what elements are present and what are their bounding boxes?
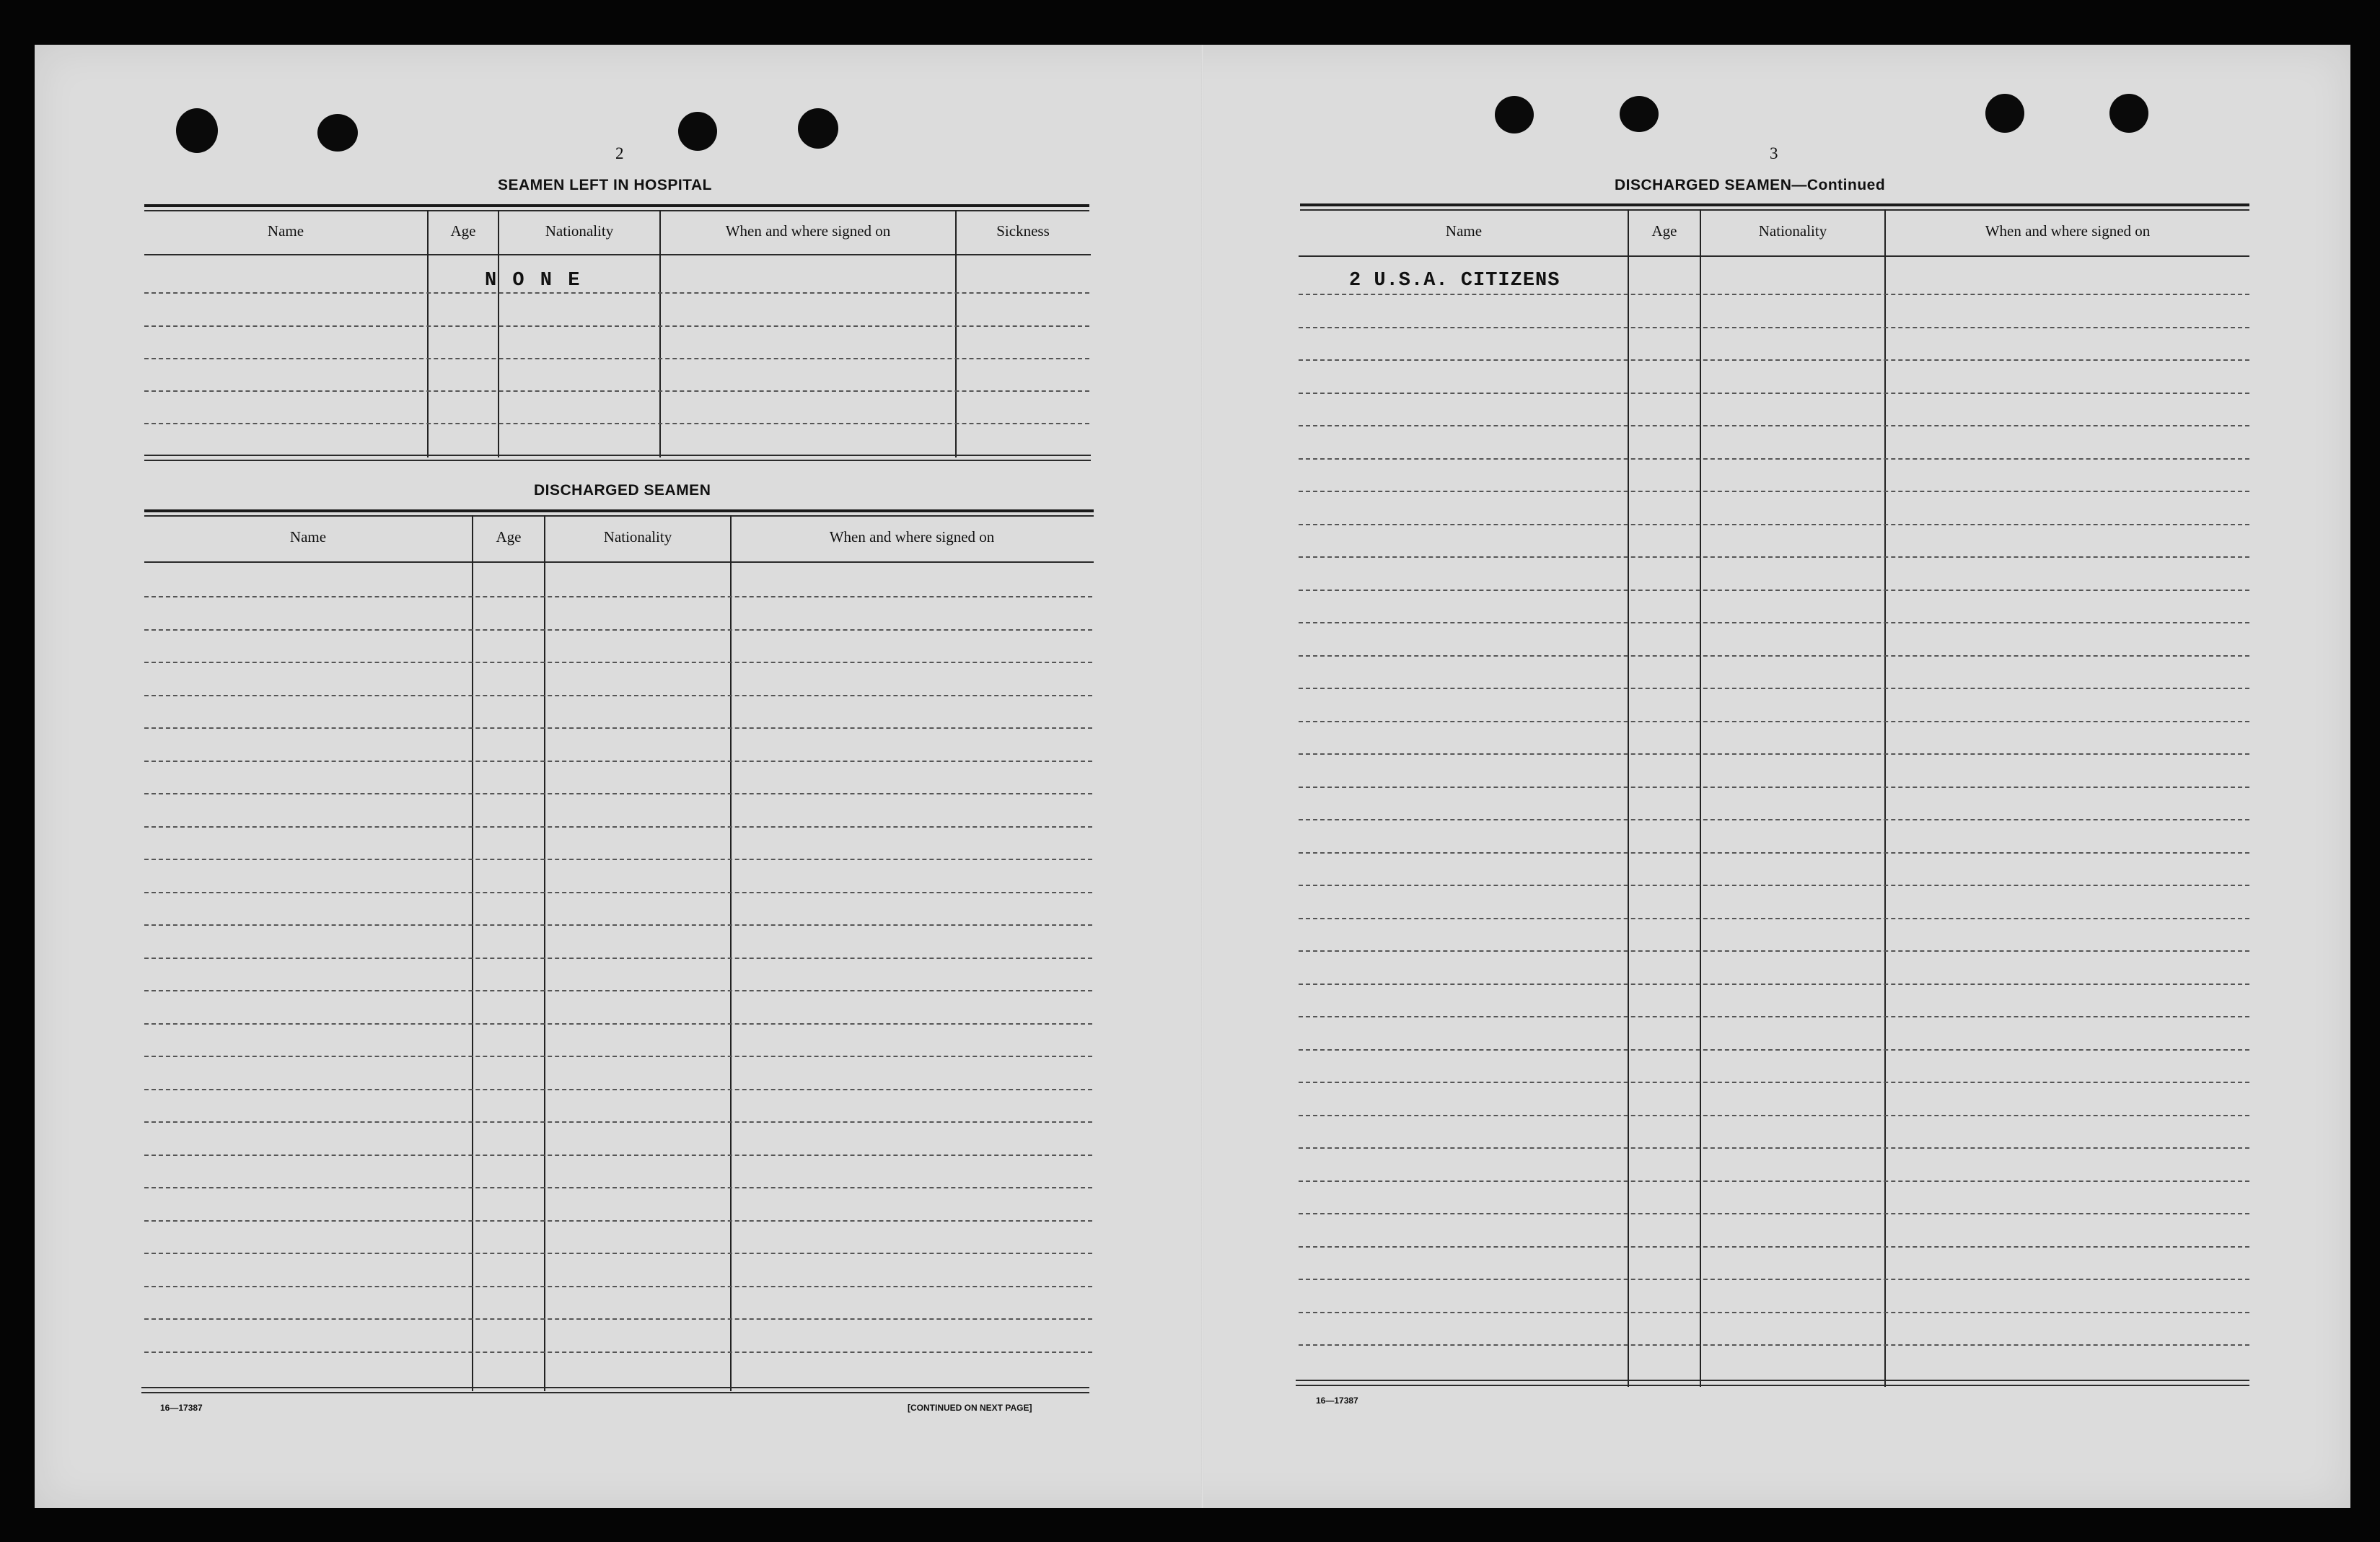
row-line [1299, 721, 2249, 722]
section-title-suffix: —Continued [1791, 177, 1886, 193]
punch-hole [678, 112, 717, 151]
row-line [144, 990, 1092, 991]
row-line [144, 1089, 1092, 1090]
row-line [144, 423, 1089, 424]
row-line [1299, 819, 2249, 820]
column-header-signed-on: When and where signed on [829, 528, 995, 546]
column-header-rule [1299, 255, 2249, 257]
column-header-name: Name [1445, 222, 1483, 240]
section-end-rule [1296, 1380, 2249, 1381]
form-number: 16—17387 [160, 1403, 203, 1413]
page-number: 2 [615, 144, 624, 162]
row-line [144, 958, 1092, 959]
column-header-name: Name [267, 222, 304, 240]
section-end-rule [144, 460, 1091, 461]
document-sheet [35, 45, 2350, 1508]
row-line [144, 761, 1092, 762]
column-divider [1700, 209, 1701, 1387]
column-header-rule [144, 254, 1091, 255]
header-rule [144, 204, 1089, 207]
column-header-age: Age [496, 528, 522, 546]
row-line [1299, 1180, 2249, 1182]
header-rule [144, 509, 1094, 512]
row-line [1299, 688, 2249, 689]
row-line [1299, 1082, 2249, 1083]
column-header-name: Name [289, 528, 327, 546]
column-header-nationality: Nationality [1758, 222, 1827, 240]
section-title: DISCHARGED SEAMEN [534, 482, 711, 499]
punch-hole [317, 114, 358, 152]
row-line [144, 292, 1089, 294]
row-line [144, 358, 1089, 359]
punch-hole [1985, 94, 2024, 133]
row-line [1299, 1312, 2249, 1313]
row-line [1299, 393, 2249, 394]
header-rule [144, 210, 1089, 211]
row-line [1299, 359, 2249, 361]
column-divider [1884, 209, 1886, 1387]
row-line [1299, 1279, 2249, 1280]
row-line [144, 826, 1092, 828]
row-line [1299, 1016, 2249, 1017]
row-line [1299, 1213, 2249, 1214]
row-line [144, 390, 1089, 392]
row-line [144, 1253, 1092, 1254]
row-line [1299, 655, 2249, 657]
row-line [1299, 918, 2249, 919]
section-title-main: DISCHARGED SEAMEN [1615, 177, 1792, 193]
form-number: 16—17387 [1316, 1396, 1358, 1406]
row-line [144, 1352, 1092, 1353]
column-header-rule [144, 561, 1094, 563]
row-line [1299, 590, 2249, 591]
column-divider [1628, 209, 1629, 1387]
row-line [144, 892, 1092, 893]
row-line [144, 727, 1092, 729]
row-line [144, 1318, 1092, 1320]
row-line [144, 1121, 1092, 1123]
column-divider [427, 210, 429, 457]
section-end-rule [141, 1392, 1089, 1393]
row-line [144, 1023, 1092, 1025]
continued-note: [CONTINUED ON NEXT PAGE] [908, 1403, 1032, 1413]
column-header-age: Age [1651, 222, 1677, 240]
row-line [1299, 458, 2249, 460]
row-line [1299, 984, 2249, 985]
section-title: SEAMEN LEFT IN HOSPITAL [498, 177, 712, 193]
punch-hole [1620, 96, 1659, 132]
section-end-rule [1296, 1385, 2249, 1386]
punch-hole [176, 108, 218, 153]
row-line [144, 596, 1092, 597]
row-line [1299, 950, 2249, 952]
row-line [1299, 425, 2249, 426]
column-divider [544, 515, 545, 1391]
column-header-nationality: Nationality [603, 528, 672, 546]
row-line [1299, 327, 2249, 328]
row-line [1299, 1115, 2249, 1116]
row-line [144, 793, 1092, 794]
column-divider [472, 515, 473, 1391]
row-line [1299, 491, 2249, 492]
row-line [1299, 622, 2249, 623]
row-line [144, 325, 1089, 327]
row-line [1299, 753, 2249, 755]
row-line [144, 1220, 1092, 1222]
row-line [1299, 852, 2249, 854]
page-fold [1201, 45, 1203, 1508]
row-line [1299, 556, 2249, 558]
row-line [144, 1056, 1092, 1057]
row-line [144, 859, 1092, 860]
row-line [144, 629, 1092, 631]
row-line [1299, 787, 2249, 788]
row-line [144, 662, 1092, 663]
row-line [1299, 294, 2249, 295]
row-line [144, 1155, 1092, 1156]
column-divider [955, 210, 957, 457]
punch-hole [1495, 96, 1534, 133]
row-line [144, 695, 1092, 696]
row-line [144, 1286, 1092, 1287]
section-end-rule [144, 455, 1091, 456]
row-line [1299, 1147, 2249, 1149]
row-line [144, 924, 1092, 926]
row-line [144, 1187, 1092, 1188]
row-line [1299, 1344, 2249, 1346]
row-line [1299, 1049, 2249, 1051]
section-end-rule [141, 1387, 1089, 1388]
column-header-signed-on: When and where signed on [725, 222, 891, 240]
column-header-signed-on: When and where signed on [1985, 222, 2151, 240]
column-divider [498, 210, 499, 457]
header-rule [1300, 203, 2249, 206]
row-line [1299, 885, 2249, 886]
column-divider [730, 515, 732, 1391]
punch-hole [798, 108, 838, 149]
row-line [1299, 524, 2249, 525]
header-rule [1300, 209, 2249, 211]
punch-hole [2109, 94, 2148, 133]
header-rule [144, 515, 1094, 517]
row-line [1299, 1246, 2249, 1248]
column-header-nationality: Nationality [545, 222, 614, 240]
typed-entry: 2 U.S.A. CITIZENS [1349, 270, 1560, 292]
section-title [1615, 177, 1885, 194]
column-header-sickness: Sickness [996, 222, 1050, 240]
column-header-age: Age [450, 222, 476, 240]
page-number: 3 [1770, 144, 1778, 162]
column-divider [659, 210, 661, 457]
typed-entry: N O N E [485, 270, 582, 292]
